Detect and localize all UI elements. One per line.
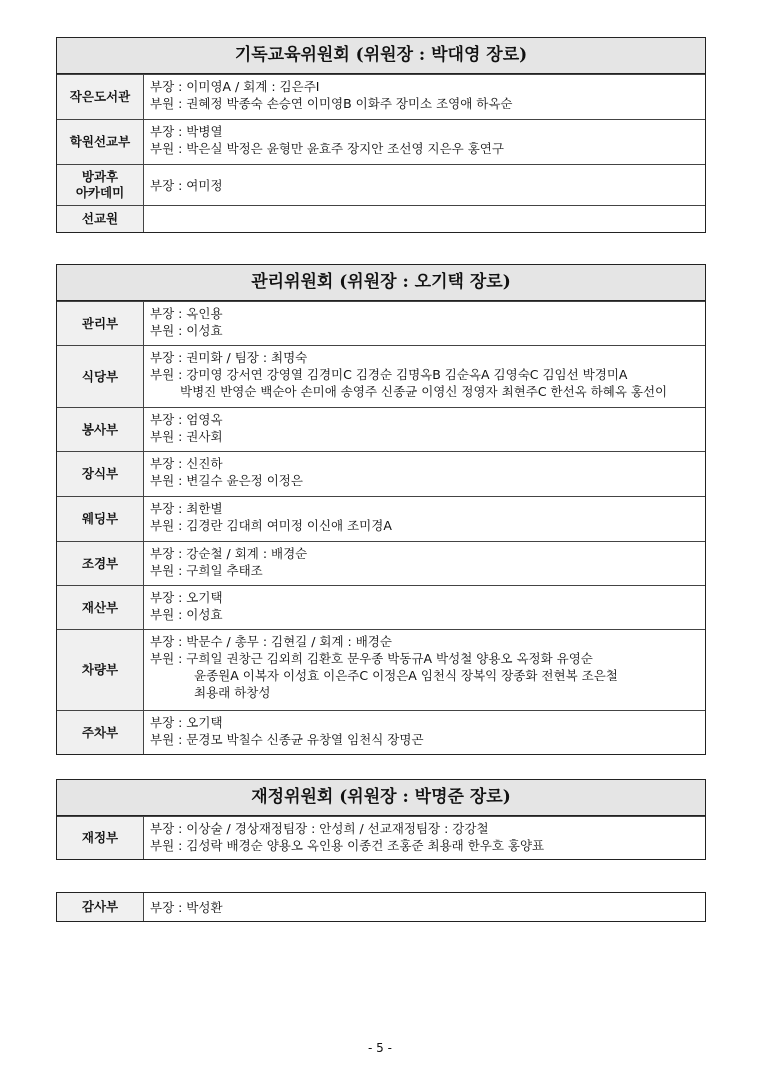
dept-row [57, 629, 705, 710]
dept-row [57, 301, 705, 345]
dept-content [144, 75, 705, 119]
dept-line: 부원 : 이성효 [150, 323, 223, 338]
dept-row [57, 74, 705, 119]
section-finance [56, 779, 706, 860]
section-title: 재정위원회 (위원장 : 박명준 장로) [57, 780, 705, 816]
page-number: - 5 - [368, 1041, 392, 1055]
dept-row [57, 164, 705, 205]
dept-content [144, 630, 705, 710]
dept-label: 작은도서관 [57, 75, 144, 119]
section-title: 기독교육위원회 (위원장 : 박대영 장로) [57, 38, 705, 74]
dept-line: 부장 : 신진하 [150, 456, 223, 471]
dept-line: 윤종원A 이복자 이성효 이은주C 이정은A 임천식 장복익 장종화 전현복 조은철 [194, 668, 618, 683]
section-title: 관리위원회 (위원장 : 오기택 장로) [57, 265, 705, 301]
dept-row [57, 451, 705, 496]
dept-label: 조경부 [57, 542, 144, 585]
dept-line: 부장 : 박병열 [150, 124, 223, 139]
dept-content [144, 542, 705, 585]
dept-line: 부원 : 김경란 김대희 여미정 이신애 조미경A [150, 518, 392, 533]
dept-content [144, 165, 705, 205]
dept-line: 부장 : 오기택 [150, 590, 223, 605]
dept-line: 부원 : 이성효 [150, 607, 223, 622]
dept-line: 부장 : 박문수 / 총무 : 김현길 / 회계 : 배경순 [150, 634, 392, 649]
dept-line: 부원 : 문경모 박칠수 신종균 유창열 임천식 장명곤 [150, 732, 424, 747]
dept-label: 관리부 [57, 302, 144, 345]
dept-label: 재정부 [57, 817, 144, 859]
dept-row [57, 407, 705, 451]
dept-line: 부장 : 최한별 [150, 501, 223, 516]
dept-row [57, 496, 705, 541]
dept-row [57, 893, 705, 921]
dept-line: 부장 : 엄영옥 [150, 412, 223, 427]
dept-label: 웨딩부 [57, 497, 144, 541]
dept-line: 부원 : 권혜정 박종숙 손승연 이미영B 이화주 장미소 조영애 하옥순 [150, 96, 513, 111]
dept-content [144, 120, 705, 164]
dept-line: 부원 : 박은실 박정은 윤형만 윤효주 장지안 조선영 지은우 홍연구 [150, 141, 504, 156]
dept-row [57, 345, 705, 407]
dept-content [144, 817, 705, 859]
dept-row [57, 816, 705, 859]
dept-line: 최용래 하창성 [194, 685, 271, 700]
dept-label: 차량부 [57, 630, 144, 710]
dept-label: 감사부 [57, 893, 144, 921]
dept-line: 부원 : 김성락 배경순 양용오 옥인용 이종건 조홍준 최용래 한우호 홍양표 [150, 838, 545, 853]
dept-content [144, 497, 705, 541]
dept-label: 방과후 아카데미 [57, 165, 144, 205]
section-audit [56, 892, 706, 922]
dept-line: 부원 : 구희일 권창근 김외희 김환호 문우종 박동규A 박성철 양용오 옥정화 유영순 [150, 651, 593, 666]
dept-label: 장식부 [57, 452, 144, 496]
dept-label: 식당부 [57, 346, 144, 407]
section-management [56, 264, 706, 755]
dept-label: 주차부 [57, 711, 144, 754]
dept-line: 부장 : 권미화 / 팀장 : 최명숙 [150, 350, 308, 365]
dept-line: 부장 : 박성환 [150, 899, 223, 915]
dept-line: 부장 : 여미정 [150, 177, 223, 193]
dept-line: 부장 : 오기택 [150, 715, 223, 730]
dept-row [57, 585, 705, 629]
dept-line: 부장 : 이상술 / 경상재정팀장 : 안성희 / 선교재정팀장 : 강강철 [150, 821, 489, 836]
dept-line: 박병진 반영순 백순아 손미애 송영주 신종균 이영신 정영자 최현주C 한선옥 하혜옥 홍선이 [180, 384, 668, 399]
dept-row [57, 205, 705, 232]
dept-row [57, 710, 705, 754]
dept-label: 선교원 [57, 206, 144, 232]
dept-content [144, 206, 705, 232]
dept-content [144, 586, 705, 629]
dept-line: 부장 : 강순철 / 회계 : 배경순 [150, 546, 308, 561]
dept-content [144, 893, 705, 921]
dept-row [57, 541, 705, 585]
dept-line: 부원 : 변길수 윤은정 이정은 [150, 473, 303, 488]
dept-content [144, 452, 705, 496]
dept-content [144, 346, 705, 407]
dept-content [144, 711, 705, 754]
dept-label: 재산부 [57, 586, 144, 629]
dept-content [144, 302, 705, 345]
section-christian-education [56, 37, 706, 233]
dept-line: 부원 : 구희일 추태조 [150, 563, 263, 578]
dept-line: 부원 : 강미영 강서연 강영열 김경미C 김경순 김명옥B 김순옥A 김영숙C 김임선 박경미A [150, 367, 628, 382]
dept-row [57, 119, 705, 164]
dept-line: 부장 : 이미영A / 회계 : 김은주I [150, 79, 320, 94]
dept-content [144, 408, 705, 451]
dept-label: 봉사부 [57, 408, 144, 451]
dept-label: 학원선교부 [57, 120, 144, 164]
dept-line: 부장 : 옥인용 [150, 306, 223, 321]
dept-line: 부원 : 권사회 [150, 429, 223, 444]
